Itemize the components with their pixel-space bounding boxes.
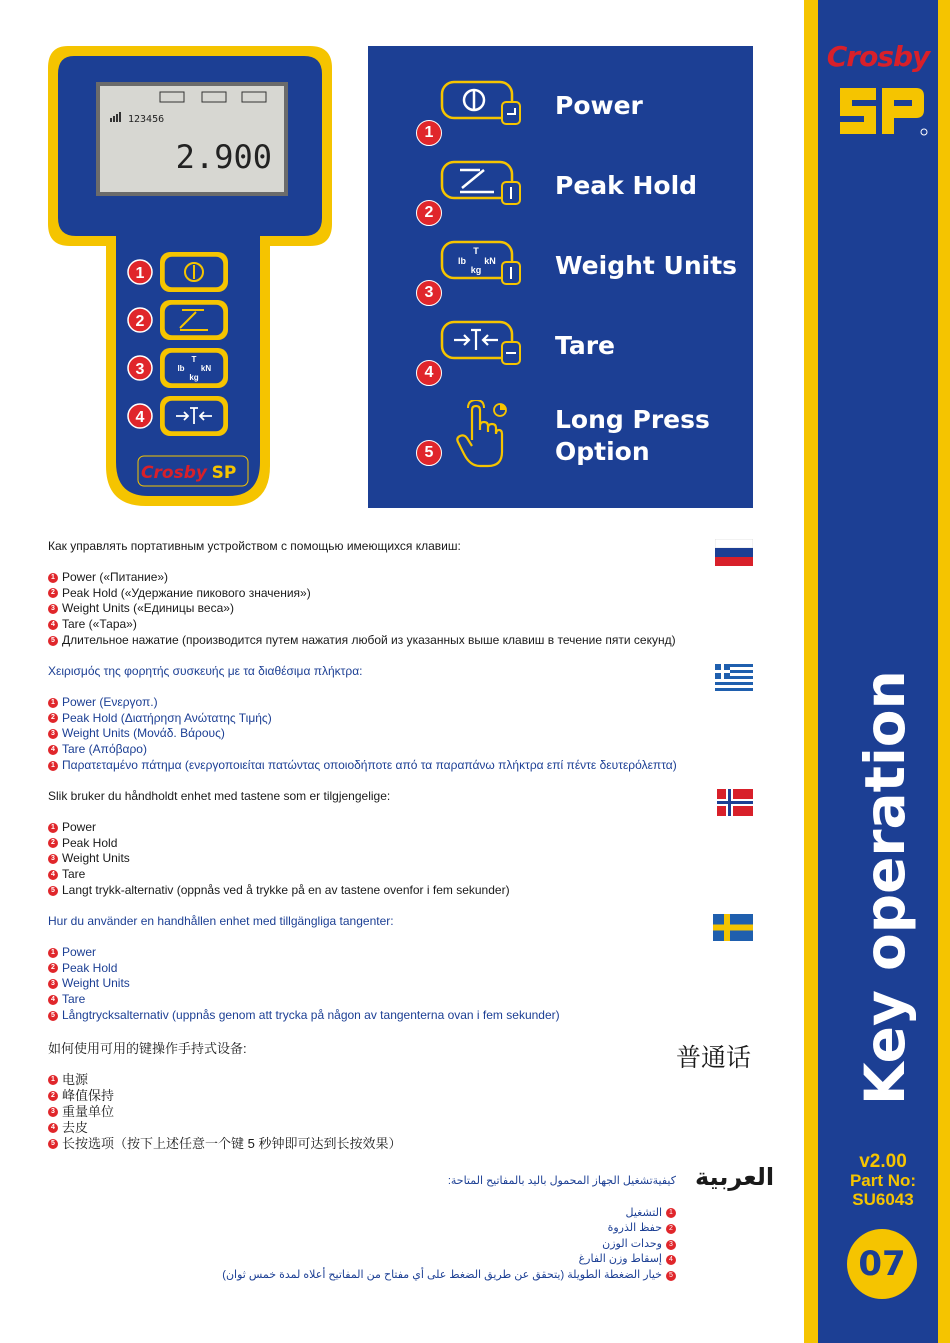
key-number: 2: [416, 200, 442, 226]
key-number: 1: [416, 120, 442, 146]
long-press-icon: [454, 400, 510, 470]
page-title: Key operation: [853, 670, 917, 1105]
key-label-peak-hold: Peak Hold: [555, 171, 698, 200]
key-label-long-press-2: Option: [555, 437, 650, 466]
section-greek: [48, 664, 748, 774]
norway-flag-icon: [717, 789, 753, 816]
list-item: 4 Tare: [48, 992, 748, 1008]
svg-text:kN: kN: [200, 364, 212, 373]
section-arabic: [200, 1174, 676, 1284]
list-item: 3 Weight Units (Μονάδ. Βάρους): [48, 726, 748, 742]
key-label-weight-units: Weight Units: [555, 251, 738, 280]
handheld-device: [48, 46, 338, 506]
list-item: 2 Peak Hold: [48, 961, 748, 977]
list-item: 4 إسقاط وزن الفارغ: [200, 1252, 676, 1268]
peak-hold-icon: [440, 160, 524, 208]
list-item: 3 重量单位: [48, 1104, 748, 1120]
intro-text: كيفيةتشغيل الجهاز المحمول باليد بالمفاتيح المتاحة:: [447, 1175, 676, 1187]
svg-text:2: 2: [135, 313, 145, 330]
key-number: 5: [416, 440, 442, 466]
list-item: 2 峰值保持: [48, 1088, 748, 1104]
device-brand: Crosby: [141, 463, 207, 483]
key-row-power: [368, 76, 753, 156]
greece-flag-icon: [715, 664, 753, 691]
screen-id: 123456: [128, 114, 165, 125]
list-item: 1 Παρατεταμένο πάτημα (ενεργοποιείται πατώντας οποιοδήποτε από τα παραπάνω πλήκτρα επί πέντε δευτερόλεπτα): [48, 758, 748, 774]
list-item: 1 Power (Ενεργοπ.): [48, 695, 748, 711]
crosby-logo: Crosby: [826, 40, 930, 73]
svg-text:lb: lb: [177, 364, 185, 373]
list-item: 4 Tare («Тара»): [48, 617, 748, 633]
weight-units-icon: [440, 240, 524, 288]
svg-text:T: T: [473, 246, 479, 256]
key-label-power: Power: [555, 91, 643, 120]
section-chinese: [48, 1041, 748, 1152]
list-item: 3 Weight Units («Единицы веса»): [48, 601, 748, 617]
version: v2.00: [859, 1151, 907, 1172]
list-item: 5 خيار الضغطة الطويلة (يتحقق عن طريق الضغط على أي مفتاح من المفاتيح أعلاه لمدة خمس ثوان): [200, 1268, 676, 1284]
chinese-label: 普通话: [676, 1044, 752, 1072]
list-item: 4 Tare (Απόβαρο): [48, 742, 748, 758]
key-row-weight-units: [368, 236, 753, 316]
intro-text: Hur du använder en handhållen enhet med tillgängliga tangenter:: [48, 914, 394, 928]
tare-icon: [440, 320, 524, 368]
key-row-peak-hold: [368, 156, 753, 236]
key-number: 4: [416, 360, 442, 386]
svg-text:4: 4: [135, 409, 145, 426]
key-number: 3: [416, 280, 442, 306]
list-item: 1 电源: [48, 1072, 748, 1088]
section-norwegian: [48, 789, 748, 899]
key-row-tare: [368, 316, 753, 396]
intro-text: Как управлять портативным устройством с помощью имеющихся клавиш:: [48, 539, 461, 553]
list-item: 5 Длительное нажатие (производится путем нажатия любой из указанных выше клавиш в течение пяти секунд): [48, 633, 748, 649]
key-row-long-press: [368, 396, 753, 496]
sp-logo: [836, 82, 928, 140]
intro-text: Χειρισμός της φορητής συσκευής με τα διαθέσιμα πλήκτρα:: [48, 664, 363, 678]
list-item: 3 وحدات الوزن: [200, 1237, 676, 1253]
list-item: 1 Power («Питание»): [48, 570, 748, 586]
section-russian: [48, 539, 748, 649]
list-item: 5 长按选项（按下上述任意一个键 5 秒钟即可达到长按效果）: [48, 1136, 748, 1152]
page-number: 07: [847, 1229, 917, 1299]
screen-value: 2.900: [175, 138, 272, 176]
key-label-tare: Tare: [555, 331, 615, 360]
svg-text:kg: kg: [470, 265, 482, 275]
list-item: 5 Langt trykk-alternativ (oppnås ved å trykke på en av tastene ovenfor i fem sekunder): [48, 883, 748, 899]
power-icon: [440, 80, 524, 128]
svg-text:T: T: [191, 355, 197, 364]
svg-text:1: 1: [135, 265, 145, 282]
svg-text:SP: SP: [211, 463, 237, 483]
list-item: 1 التشغيل: [200, 1206, 676, 1222]
list-item: 1 Power: [48, 820, 748, 836]
key-label-long-press-1: Long Press: [555, 405, 710, 434]
part-number: SU6043: [852, 1190, 914, 1209]
list-item: 5 Långtrycksalternativ (uppnås genom att trycka på någon av tangenterna ovan i fem sekunder): [48, 1008, 748, 1024]
list-item: 4 去皮: [48, 1120, 748, 1136]
part-label: Part No:: [849, 1171, 917, 1190]
svg-text:kN: kN: [484, 256, 496, 266]
svg-text:3: 3: [135, 361, 145, 378]
list-item: 2 Peak Hold: [48, 836, 748, 852]
list-item: 1 Power: [48, 945, 748, 961]
list-item: 2 Peak Hold (Διατήρηση Ανώτατης Τιμής): [48, 711, 748, 727]
version-block: [818, 1152, 948, 1209]
section-swedish: [48, 914, 748, 1024]
russia-flag-icon: [715, 539, 753, 566]
key-legend-panel: [368, 46, 753, 508]
list-item: 3 Weight Units: [48, 851, 748, 867]
arabic-label: العربية: [695, 1164, 775, 1191]
list-item: 2 Peak Hold («Удержание пикового значения»): [48, 586, 748, 602]
sweden-flag-icon: [713, 914, 753, 941]
svg-text:kg: kg: [189, 373, 199, 382]
list-item: 3 Weight Units: [48, 976, 748, 992]
intro-text: Slik bruker du håndholdt enhet med tastene som er tilgjengelige:: [48, 789, 391, 803]
svg-text:lb: lb: [458, 256, 466, 266]
list-item: 4 Tare: [48, 867, 748, 883]
intro-text: 如何使用可用的键操作手持式设备:: [48, 1041, 247, 1056]
list-item: 2 حفظ الذروة: [200, 1221, 676, 1237]
